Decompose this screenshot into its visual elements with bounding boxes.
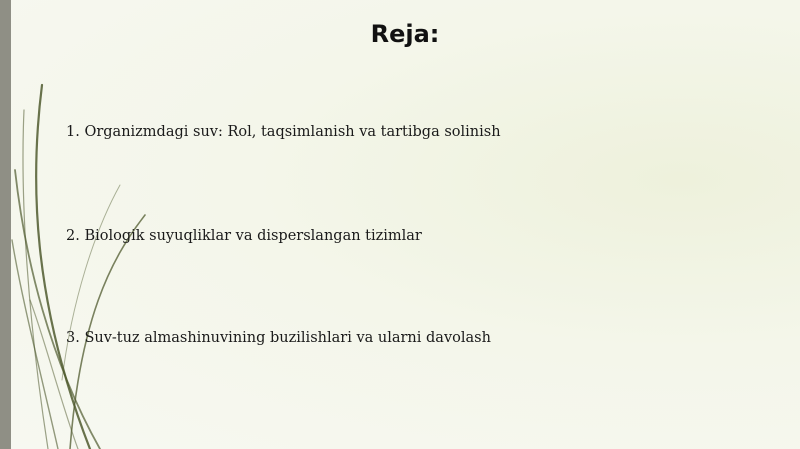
- slide-title: Reja:: [370, 20, 440, 48]
- list-item: 3. Suv-tuz almashinuvining buzilishlari va ularni davolash: [66, 330, 491, 346]
- left-accent-bar: [0, 0, 11, 449]
- list-item: 1. Organizmdagi suv: Rol, taqsimlanish va tartibga solinish: [66, 124, 501, 140]
- list-item: 2. Biologik suyuqliklar va disperslangan tizimlar: [66, 228, 422, 244]
